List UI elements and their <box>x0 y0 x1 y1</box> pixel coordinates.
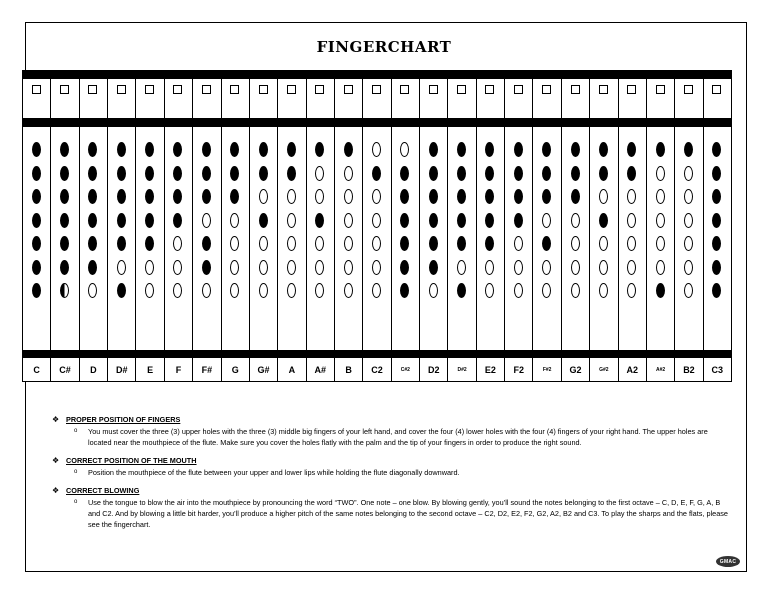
hole-open <box>656 166 665 181</box>
hole-open <box>259 283 268 298</box>
note-label: G2 <box>561 357 590 382</box>
checkbox-square-icon <box>287 85 296 94</box>
hole-closed <box>457 189 466 204</box>
checkbox-square-icon <box>60 85 69 94</box>
hole-open <box>259 189 268 204</box>
hole-closed <box>202 260 211 275</box>
checkbox-square-icon <box>400 85 409 94</box>
checkbox-square-icon <box>202 85 211 94</box>
checkbox-square-icon <box>173 85 182 94</box>
hole-closed <box>514 142 523 157</box>
circle-bullet-icon: o <box>74 469 78 475</box>
section-blowing <box>52 485 732 530</box>
fingering-column <box>703 70 732 373</box>
hole-open <box>514 283 523 298</box>
hole-open <box>684 236 693 251</box>
fingering-column <box>50 70 79 373</box>
section-heading: CORRECT BLOWING <box>66 486 140 495</box>
hole-closed <box>429 213 438 228</box>
diamond-bullet-icon: ❖ <box>52 486 60 495</box>
checkbox-square-icon <box>145 85 154 94</box>
note-labels-row <box>22 357 731 382</box>
hole-open <box>656 260 665 275</box>
hole-open <box>202 213 211 228</box>
hole-closed <box>712 213 721 228</box>
checkbox-square-icon <box>656 85 665 94</box>
hole-open <box>542 213 551 228</box>
checkbox-square-icon <box>627 85 636 94</box>
hole-closed <box>627 166 636 181</box>
hole-closed <box>656 142 665 157</box>
hole-open <box>202 283 211 298</box>
fingering-column <box>277 70 306 373</box>
checkbox-square-icon <box>684 85 693 94</box>
fingering-column <box>391 70 420 373</box>
note-label: A <box>277 357 306 382</box>
hole-open <box>571 283 580 298</box>
hole-closed <box>32 213 41 228</box>
hole-closed <box>32 283 41 298</box>
hole-closed <box>259 213 268 228</box>
hole-closed <box>287 142 296 157</box>
note-label: B <box>334 357 363 382</box>
checkbox-square-icon <box>344 85 353 94</box>
hole-closed <box>117 166 126 181</box>
hole-open <box>344 166 353 181</box>
note-label: C3 <box>703 357 732 382</box>
fingering-column <box>419 70 448 373</box>
fingering-column <box>618 70 647 373</box>
hole-closed <box>60 142 69 157</box>
hole-open <box>684 260 693 275</box>
hole-open <box>684 213 693 228</box>
hole-open <box>315 260 324 275</box>
hole-closed <box>117 189 126 204</box>
hole-open <box>287 283 296 298</box>
note-label: A# <box>306 357 335 382</box>
diamond-bullet-icon: ❖ <box>52 456 60 465</box>
hole-closed <box>571 166 580 181</box>
note-label: C#2 <box>391 357 420 382</box>
hole-closed <box>60 260 69 275</box>
fingering-column <box>532 70 561 373</box>
hole-open <box>514 236 523 251</box>
note-label: G# <box>249 357 278 382</box>
checkbox-square-icon <box>117 85 126 94</box>
hole-open <box>287 213 296 228</box>
hole-open <box>372 142 381 157</box>
hole-closed <box>514 166 523 181</box>
checkbox-square-icon <box>372 85 381 94</box>
hole-closed <box>344 142 353 157</box>
hole-open <box>429 283 438 298</box>
hole-closed <box>457 236 466 251</box>
circle-bullet-icon: o <box>74 428 78 434</box>
hole-closed <box>117 213 126 228</box>
hole-closed <box>684 142 693 157</box>
checkbox-square-icon <box>542 85 551 94</box>
section-mouth-position <box>52 455 732 478</box>
note-label: G <box>221 357 250 382</box>
hole-closed <box>315 213 324 228</box>
hole-closed <box>60 189 69 204</box>
hole-closed <box>599 213 608 228</box>
hole-open <box>259 236 268 251</box>
hole-closed <box>145 213 154 228</box>
hole-closed <box>712 260 721 275</box>
hole-closed <box>372 166 381 181</box>
note-label: G#2 <box>589 357 618 382</box>
fingering-column <box>334 70 363 373</box>
checkbox-square-icon <box>571 85 580 94</box>
fingering-column <box>306 70 335 373</box>
hole-open <box>344 213 353 228</box>
section-heading: PROPER POSITION OF FINGERS <box>66 415 181 424</box>
section-finger-position <box>52 414 732 448</box>
note-label: F2 <box>504 357 533 382</box>
hole-closed <box>457 166 466 181</box>
hole-open <box>684 283 693 298</box>
hole-open <box>571 260 580 275</box>
note-label: B2 <box>674 357 703 382</box>
fingering-column <box>504 70 533 373</box>
fingering-column <box>561 70 590 373</box>
fingering-column <box>192 70 221 373</box>
hole-open <box>684 189 693 204</box>
hole-closed <box>429 189 438 204</box>
fingering-column <box>674 70 703 373</box>
hole-open <box>372 260 381 275</box>
hole-open <box>230 260 239 275</box>
fingering-column <box>221 70 250 373</box>
hole-open <box>627 260 636 275</box>
checkbox-square-icon <box>230 85 239 94</box>
hole-open <box>145 260 154 275</box>
fingering-column <box>646 70 675 373</box>
checkbox-square-icon <box>599 85 608 94</box>
checkbox-square-icon <box>712 85 721 94</box>
section-text: Position the mouthpiece of the flute between your upper and lower lips while holding the flute diagonally downward. <box>88 468 460 477</box>
note-label: A2 <box>618 357 647 382</box>
hole-open <box>656 213 665 228</box>
note-label: C <box>22 357 51 382</box>
hole-closed <box>514 189 523 204</box>
fingering-column <box>447 70 476 373</box>
hole-closed <box>571 189 580 204</box>
hole-open <box>344 260 353 275</box>
hole-closed <box>457 142 466 157</box>
hole-closed <box>60 236 69 251</box>
checkbox-square-icon <box>88 85 97 94</box>
fingering-column <box>135 70 164 373</box>
hole-open <box>372 213 381 228</box>
hole-open <box>259 260 268 275</box>
hole-open <box>599 236 608 251</box>
fingering-column <box>79 70 108 373</box>
hole-open <box>287 260 296 275</box>
note-label: F#2 <box>532 357 561 382</box>
hole-closed <box>429 166 438 181</box>
checkbox-square-icon <box>429 85 438 94</box>
hole-closed <box>32 260 41 275</box>
hole-open <box>656 236 665 251</box>
hole-open <box>571 236 580 251</box>
hole-closed <box>202 189 211 204</box>
circle-bullet-icon: o <box>74 499 78 505</box>
checkbox-square-icon <box>457 85 466 94</box>
hole-closed <box>60 166 69 181</box>
note-label: F <box>164 357 193 382</box>
checkbox-square-icon <box>514 85 523 94</box>
hole-closed <box>117 283 126 298</box>
hole-closed <box>542 166 551 181</box>
fingering-column <box>362 70 391 373</box>
hole-closed <box>230 166 239 181</box>
hole-closed <box>202 166 211 181</box>
hole-open <box>571 213 580 228</box>
checkbox-square-icon <box>32 85 41 94</box>
fingering-column <box>164 70 193 373</box>
hole-closed <box>287 166 296 181</box>
hole-open <box>117 260 126 275</box>
hole-open <box>599 189 608 204</box>
hole-closed <box>429 260 438 275</box>
section-text: Use the tongue to blow the air into the mouthpiece by pronouncing the word “TWO”. One note – one blow. By blowing gently, you’ll sound the notes belonging to the first octave – C, D, E, F, G, A, B and C2. And by blowing a little bit harder, you’ll produce a higher pitch of the same notes belonging to the second octave – C2, D2, E2, F2, G2, A2, B2 and C3. To play the sharps and the flats, please see the fingerchart. <box>88 498 728 529</box>
hole-closed <box>599 142 608 157</box>
instructions <box>52 414 732 537</box>
checkbox-square-icon <box>485 85 494 94</box>
hole-closed <box>429 142 438 157</box>
note-label: D# <box>107 357 136 382</box>
note-label: D#2 <box>447 357 476 382</box>
gmac-logo: GMAC <box>716 556 740 567</box>
hole-closed <box>259 166 268 181</box>
note-label: A#2 <box>646 357 675 382</box>
note-label: C2 <box>362 357 391 382</box>
hole-closed <box>514 213 523 228</box>
note-label: D <box>79 357 108 382</box>
hole-open <box>627 213 636 228</box>
hole-open <box>344 236 353 251</box>
hole-open <box>230 213 239 228</box>
note-label: C# <box>50 357 79 382</box>
section-text: You must cover the three (3) upper holes with the three (3) middle big fingers of your left hand, and cover the four (4) lower holes with the four (4) fingers of your right hand. The upper holes are located near the mouthpiece of the flute. Make sure you cover the holes flatly with the palm and the tip of your fingers in order to produce the right sound. <box>88 427 708 447</box>
hole-open <box>287 236 296 251</box>
hole-half <box>60 283 69 298</box>
fingering-column <box>249 70 278 373</box>
page-title: FINGERCHART <box>316 38 452 56</box>
hole-open <box>372 189 381 204</box>
hole-open <box>684 166 693 181</box>
hole-closed <box>712 166 721 181</box>
hole-open <box>372 283 381 298</box>
fingerchart-grid <box>22 70 731 373</box>
hole-open <box>542 260 551 275</box>
hole-closed <box>145 166 154 181</box>
hole-closed <box>32 236 41 251</box>
hole-closed <box>259 142 268 157</box>
hole-closed <box>117 142 126 157</box>
hole-open <box>287 189 296 204</box>
hole-open <box>599 260 608 275</box>
hole-closed <box>571 142 580 157</box>
checkbox-square-icon <box>259 85 268 94</box>
diamond-bullet-icon: ❖ <box>52 415 60 424</box>
hole-closed <box>202 142 211 157</box>
hole-open <box>514 260 523 275</box>
hole-closed <box>32 142 41 157</box>
section-heading: CORRECT POSITION OF THE MOUTH <box>66 456 197 465</box>
hole-closed <box>457 283 466 298</box>
hole-closed <box>32 166 41 181</box>
fingering-column <box>22 70 51 373</box>
hole-closed <box>457 213 466 228</box>
note-label: E <box>135 357 164 382</box>
hole-closed <box>656 283 665 298</box>
hole-closed <box>202 236 211 251</box>
hole-open <box>457 260 466 275</box>
note-label: E2 <box>476 357 505 382</box>
hole-open <box>344 189 353 204</box>
fingering-column <box>589 70 618 373</box>
hole-open <box>656 189 665 204</box>
fingering-column <box>476 70 505 373</box>
checkbox-square-icon <box>315 85 324 94</box>
hole-open <box>344 283 353 298</box>
hole-open <box>372 236 381 251</box>
hole-open <box>599 283 608 298</box>
note-label: F# <box>192 357 221 382</box>
hole-closed <box>60 213 69 228</box>
note-label: D2 <box>419 357 448 382</box>
hole-closed <box>599 166 608 181</box>
hole-closed <box>117 236 126 251</box>
fingering-column <box>107 70 136 373</box>
hole-closed <box>429 236 438 251</box>
hole-closed <box>32 189 41 204</box>
hole-open <box>315 166 324 181</box>
